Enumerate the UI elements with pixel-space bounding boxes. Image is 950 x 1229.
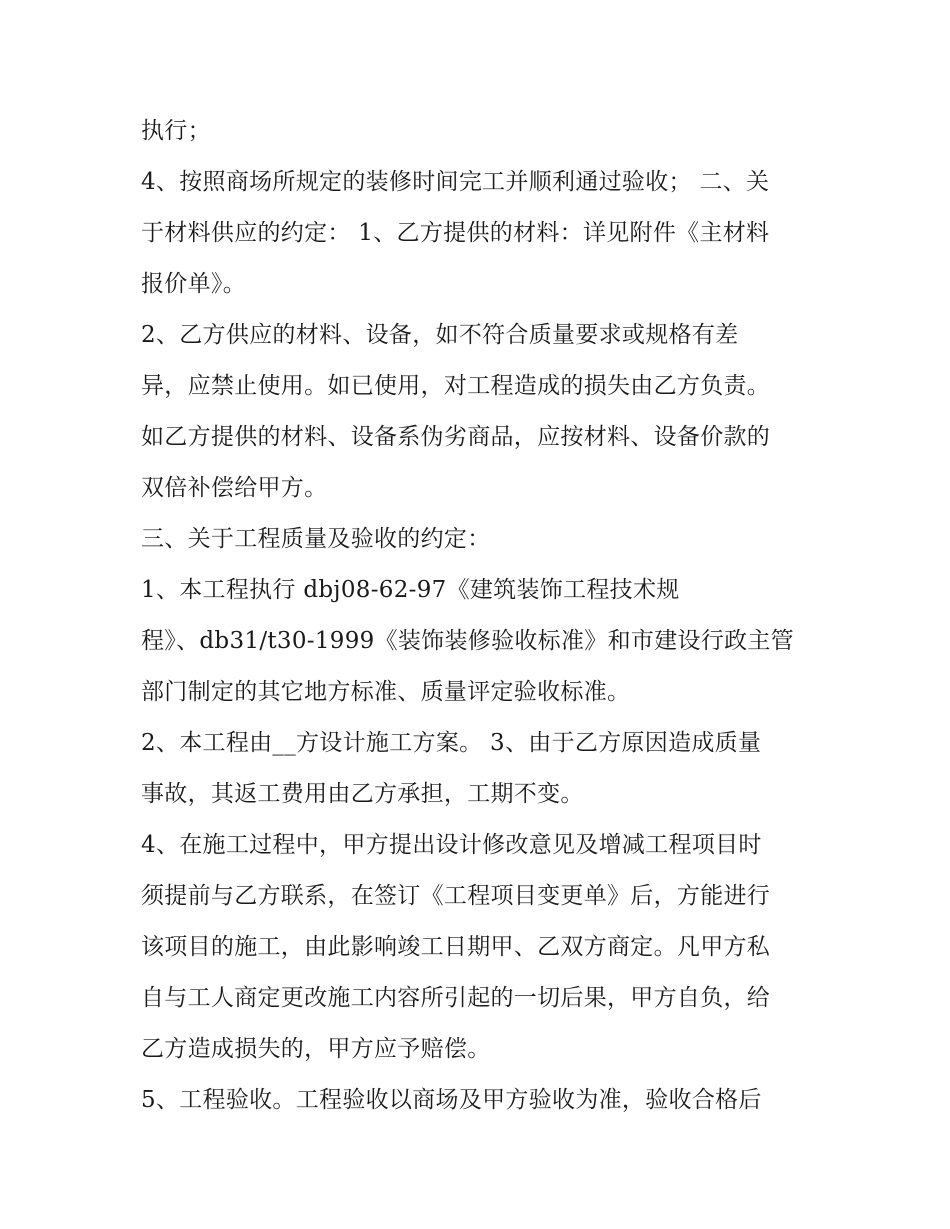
text-line: 双倍补偿给甲方。 [141,475,328,501]
section-heading: 三、关于工程质量及验收的约定： [141,526,491,552]
text-line: 执行； [141,118,211,144]
text-line: 异，应禁止使用。如已使用，对工程造成的损失由乙方负责。 [141,373,771,399]
text-line: 自与工人商定更改施工内容所引起的一切后果，甲方自负，给 [141,985,771,1011]
text-line: 该项目的施工，由此影响竣工日期甲、乙双方商定。凡甲方私 [141,934,771,960]
text-line: 5、工程验收。工程验收以商场及甲方验收为准，验收合格后 [141,1087,762,1113]
text-line: 2、乙方供应的材料、设备，如不符合质量要求或规格有差 [141,322,739,348]
document-body [141,106,813,1126]
text-line: 2、本工程由__方设计施工方案。 3、由于乙方原因造成质量 [141,730,762,756]
text-line: 须提前与乙方联系，在签订《工程项目变更单》后，方能进行 [141,883,771,909]
text-line: 报价单》。 [141,271,246,297]
text-line: 于材料供应的约定： 1、乙方提供的材料：详见附件《主材料 [141,220,770,246]
text-line: 4、按照商场所规定的装修时间完工并顺利通过验收； 二、关 [141,169,770,195]
text-line: 程》、db31/t30-1999《装饰装修验收标准》和市建设行政主管 [141,628,794,654]
text-line: 乙方造成损失的，甲方应予赔偿。 [141,1036,491,1062]
text-line: 4、在施工过程中，甲方提出设计修改意见及增减工程项目时 [141,832,762,858]
text-line: 1、本工程执行 dbj08-62-97《建筑装饰工程技术规 [141,577,680,603]
text-line: 事故，其返工费用由乙方承担，工期不变。 [141,781,584,807]
text-line: 部门制定的其它地方标准、质量评定验收标准。 [141,679,631,705]
text-line: 如乙方提供的材料、设备系伪劣商品，应按材料、设备价款的 [141,424,771,450]
